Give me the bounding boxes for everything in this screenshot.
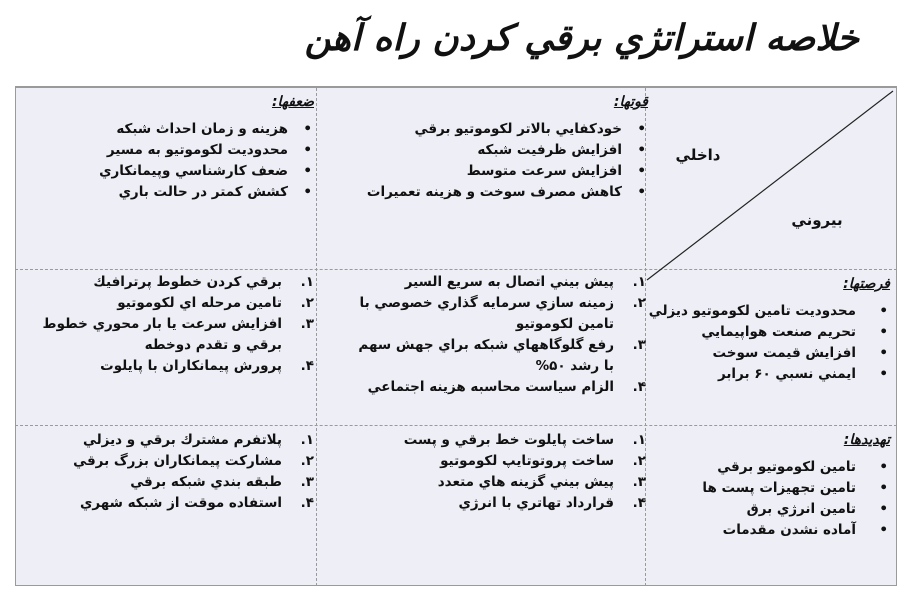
strengths-cell bbox=[326, 92, 648, 203]
weaknesses-list bbox=[22, 119, 314, 203]
matrix-border-bottom bbox=[15, 585, 897, 586]
list-item: • تامين لكوموتيو برقي bbox=[650, 457, 890, 478]
item-number: ۴. bbox=[632, 495, 646, 511]
list-item bbox=[358, 272, 648, 293]
item-text: پيش بيني گزينه هاي متعدد bbox=[437, 474, 614, 490]
so-strategies-cell bbox=[358, 272, 648, 398]
item-text: پيش بيني اتصال به سريع السير bbox=[404, 274, 614, 290]
list-item: • محدوديت لكوموتيو به مسير bbox=[22, 140, 314, 161]
item-text: طبقه بندي شبكه برقي bbox=[130, 474, 282, 490]
list-item: • كشش كمتر در حالت باري bbox=[22, 182, 314, 203]
st-strategies-list bbox=[358, 430, 648, 514]
item-text: افزايش سرعت يا بار محوري خطوط برقي و تقدم دوخطه bbox=[42, 316, 282, 353]
list-item: • محدوديت تامين لكوموتيو ديزلي bbox=[650, 301, 890, 322]
list-item bbox=[358, 335, 648, 377]
item-number: ۱. bbox=[300, 274, 314, 290]
list-item bbox=[26, 472, 316, 493]
item-text: پلاتفرم مشترك برقي و ديزلي bbox=[82, 432, 282, 448]
list-item bbox=[26, 493, 316, 514]
wt-strategies-cell bbox=[26, 430, 316, 514]
list-item: • افزايش قيمت سوخت bbox=[650, 343, 890, 364]
weaknesses-heading: ضعفها: bbox=[271, 94, 314, 110]
item-text: رفع گلوگاههاي شبكه براي جهش سهم با رشد ۵۰% bbox=[358, 337, 614, 374]
item-number: ۳. bbox=[300, 316, 314, 332]
list-item bbox=[358, 377, 648, 398]
item-number: ۲. bbox=[300, 453, 314, 469]
list-item: • افزايش ظرفيت شبكه bbox=[326, 140, 648, 161]
list-item: • تامين تجهيزات پست ها bbox=[650, 478, 890, 499]
st-strategies-cell bbox=[358, 430, 648, 514]
list-item bbox=[26, 272, 316, 293]
item-number: ۲. bbox=[632, 295, 646, 311]
item-number: ۴. bbox=[632, 379, 646, 395]
strengths-list bbox=[326, 119, 648, 203]
item-text: قرارداد تهاتري با انرژي bbox=[458, 495, 614, 511]
item-number: ۱. bbox=[300, 432, 314, 448]
list-item bbox=[358, 451, 648, 472]
list-item bbox=[26, 430, 316, 451]
item-number: ۲. bbox=[300, 295, 314, 311]
item-number: ۱. bbox=[632, 274, 646, 290]
item-text: ساخت پايلوت خط برقي و پست bbox=[403, 432, 614, 448]
list-item bbox=[358, 493, 648, 514]
item-number: ۴. bbox=[300, 358, 314, 374]
weaknesses-cell bbox=[22, 92, 314, 203]
row-divider bbox=[15, 425, 897, 426]
list-item: • خودكفايي بالاتر لكوموتيو برقي bbox=[326, 119, 648, 140]
list-item: • ضعف كارشناسي وپيمانكاري bbox=[22, 161, 314, 182]
external-label: بيروني bbox=[791, 211, 843, 229]
list-item: • هزينه و زمان احداث شبكه bbox=[22, 119, 314, 140]
threats-list bbox=[650, 457, 890, 541]
item-text: استفاده موقت از شبكه شهري bbox=[79, 495, 282, 511]
item-number: ۳. bbox=[300, 474, 314, 490]
item-text: ساخت پروتوتايپ لكوموتيو bbox=[440, 453, 614, 469]
item-text: برقي كردن خطوط پرترافيك bbox=[93, 274, 282, 290]
column-divider bbox=[316, 88, 317, 586]
list-item: • تامين انرژي برق bbox=[650, 499, 890, 520]
list-item bbox=[26, 314, 316, 356]
strengths-heading: قوتها: bbox=[613, 94, 648, 110]
item-text: زمينه سازي سرمايه گذاري خصوصي با تامين لكوموتيو bbox=[359, 295, 614, 332]
item-text: مشاركت پيمانكاران بزرگ برقي bbox=[73, 453, 282, 469]
item-number: ۳. bbox=[632, 337, 646, 353]
list-item bbox=[358, 472, 648, 493]
list-item: • آماده نشدن مقدمات bbox=[650, 520, 890, 541]
wo-strategies-list bbox=[26, 272, 316, 377]
item-number: ۴. bbox=[300, 495, 314, 511]
wo-strategies-cell bbox=[26, 272, 316, 377]
matrix-border-left bbox=[15, 88, 16, 586]
item-text: تامين مرحله اي لكوموتيو bbox=[117, 295, 282, 311]
so-strategies-list bbox=[358, 272, 648, 398]
opportunities-heading: فرصتها: bbox=[843, 276, 890, 292]
item-number: ۱. bbox=[632, 432, 646, 448]
list-item bbox=[358, 430, 648, 451]
list-item bbox=[358, 293, 648, 335]
item-number: ۳. bbox=[632, 474, 646, 490]
internal-label: داخلي bbox=[675, 146, 721, 164]
opportunities-list bbox=[650, 301, 890, 385]
item-number: ۲. bbox=[632, 453, 646, 469]
list-item bbox=[26, 293, 316, 314]
list-item bbox=[26, 451, 316, 472]
page-title: خلاصه استراتژي برقي كردن راه آهن bbox=[304, 17, 859, 59]
list-item bbox=[26, 356, 316, 377]
list-item: • تحريم صنعت هواپيمايي bbox=[650, 322, 890, 343]
opportunities-cell bbox=[650, 274, 890, 385]
list-item: • افزايش سرعت متوسط bbox=[326, 161, 648, 182]
corner-diagonal bbox=[645, 88, 897, 288]
item-text: الزام سياست محاسبه هزينه اجتماعي bbox=[367, 379, 614, 395]
threats-heading: تهديدها: bbox=[843, 432, 890, 448]
wt-strategies-list bbox=[26, 430, 316, 514]
item-text: پرورش پيمانكاران با پايلوت bbox=[100, 358, 282, 374]
threats-cell bbox=[650, 430, 890, 541]
list-item: • كاهش مصرف سوخت و هزينه تعميرات bbox=[326, 182, 648, 203]
list-item: • ايمني نسبي ۶۰ برابر bbox=[650, 364, 890, 385]
